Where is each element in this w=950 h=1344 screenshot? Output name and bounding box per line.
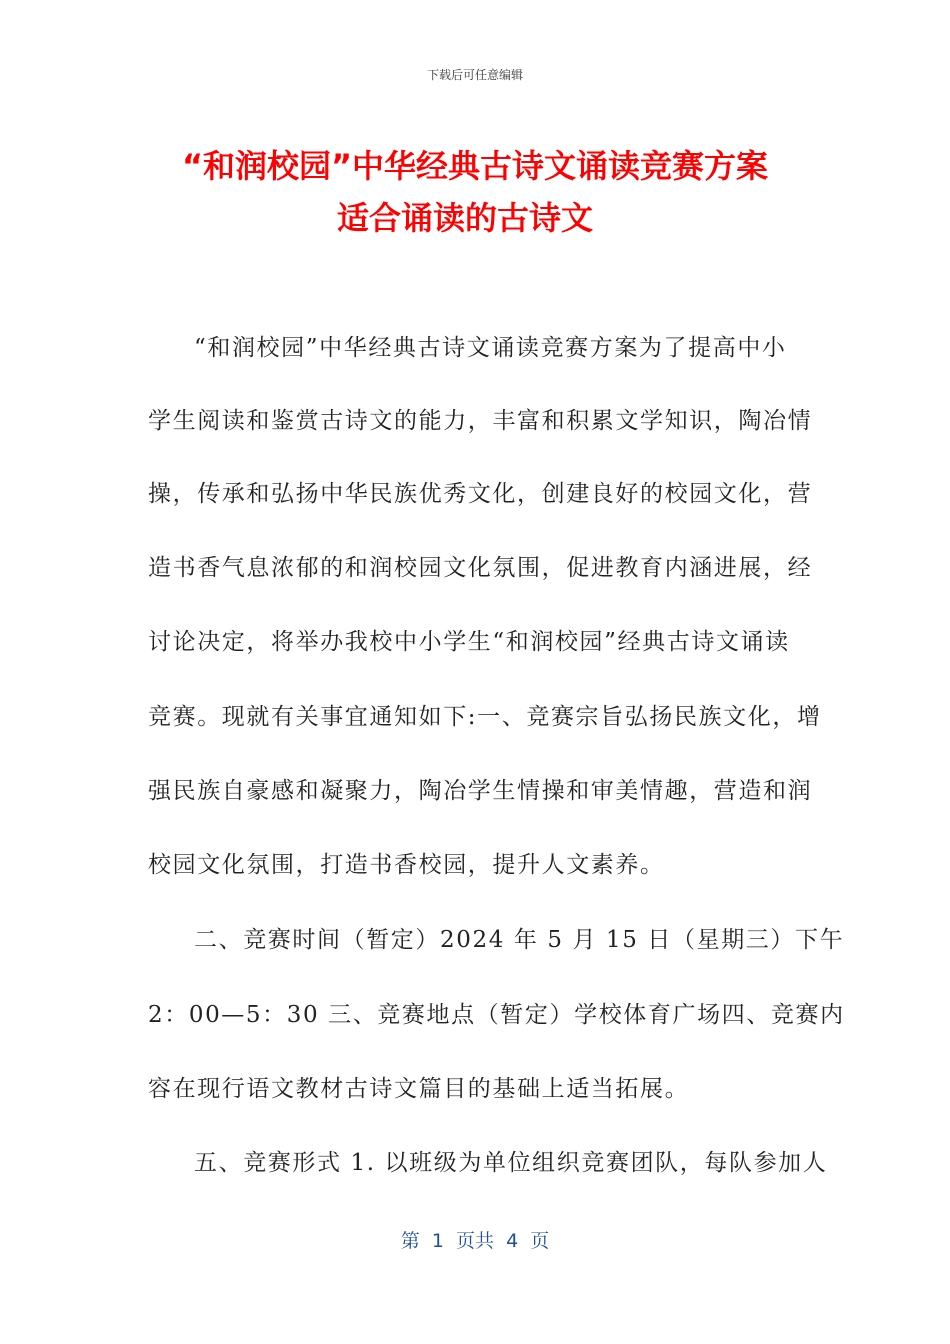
body-line: 五、竞赛形式 1. 以班级为单位组织竞赛团队，每队参加人	[194, 1150, 828, 1176]
body-line: 2：00—5：30 三、竞赛地点（暂定）学校体育广场四、竞赛内	[148, 1002, 845, 1028]
body-line: 讨论决定，将举办我校中小学生“和润校园”经典古诗文诵读	[148, 629, 790, 655]
header-note: 下载后可任意编辑	[426, 68, 523, 82]
body-line: 竞赛。现就有关事宜通知如下:一、竞赛宗旨弘扬民族文化，增	[148, 704, 822, 730]
body-line: 造书香气息浓郁的和润校园文化氛围，促进教育内涵进展，经	[148, 555, 813, 581]
body-line: 强民族自豪感和凝聚力，陶冶学生情操和审美情趣，营造和润	[148, 778, 813, 804]
body-line: 学生阅读和鉴赏古诗文的能力，丰富和积累文学知识，陶冶情	[148, 408, 813, 434]
body-line: 容在现行语文教材古诗文篇目的基础上适当拓展。	[148, 1076, 690, 1102]
document-title-line-2: 适合诵读的古诗文	[336, 199, 593, 237]
body-line: 二、竞赛时间（暂定）2024 年 5 月 15 日（星期三）下午	[194, 927, 845, 953]
body-line: 操，传承和弘扬中华民族优秀文化，创建良好的校园文化，营	[148, 481, 813, 507]
body-line: 校园文化氛围，打造书香校园，提升人文素养。	[148, 852, 665, 878]
document-title-line-1: “和润校园”中华经典古诗文诵读竞赛方案	[181, 147, 769, 185]
body-line: “和润校园”中华经典古诗文诵读竞赛方案为了提高中小	[194, 335, 787, 361]
page-footer: 第 1 页共 4 页	[400, 1230, 550, 1252]
